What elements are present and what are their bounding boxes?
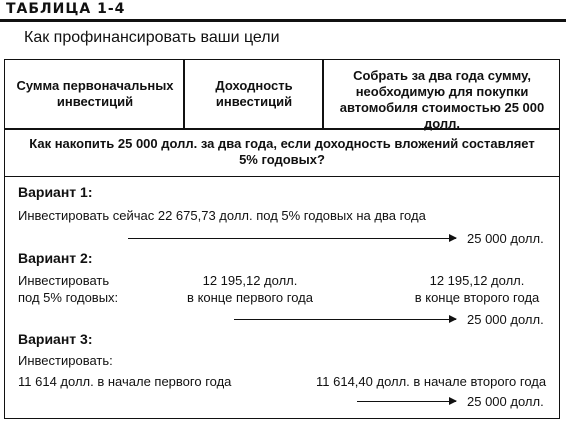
variant-2-when-1: в конце первого года	[187, 290, 313, 305]
question-row: Как накопить 25 000 долл. за два года, если доходность вложений составляет 5% годовых?	[29, 136, 535, 167]
top-rule	[0, 19, 566, 22]
variant-3-result: 25 000 долл.	[467, 394, 544, 409]
question-divider	[4, 176, 560, 177]
variant-3-arrow	[357, 401, 456, 402]
variant-3-item-1: 11 614 долл. в начале первого года	[18, 374, 232, 389]
header-initial-investment: Сумма первоначальных инвестиций	[16, 78, 174, 109]
variant-1-arrow	[128, 238, 456, 239]
column-divider-2	[322, 59, 324, 129]
table-caption: Как профинансировать ваши цели	[24, 29, 280, 46]
variant-2-label-line1: Инвестировать	[18, 273, 110, 288]
variant-2-title: Вариант 2:	[18, 250, 93, 266]
header-goal: Собрать за два года сумму, необходимую для покупки автомобиля стоимостью 25 000 долл.	[339, 68, 545, 131]
variant-2-result: 25 000 долл.	[467, 312, 544, 327]
variant-1-title: Вариант 1:	[18, 184, 93, 200]
variant-2-amount-2: 12 195,12 долл.	[429, 273, 525, 288]
column-divider-1	[183, 59, 185, 129]
header-return: Доходность инвестиций	[215, 78, 293, 109]
variant-2-when-2: в конце второго года	[414, 290, 540, 305]
variant-3-label: Инвестировать:	[18, 353, 113, 368]
variant-2-arrow	[234, 319, 456, 320]
variant-2-amount-1: 12 195,12 долл.	[202, 273, 298, 288]
variant-1-text: Инвестировать сейчас 22 675,73 долл. под 5% годовых на два года	[18, 208, 426, 223]
variant-3-item-2: 11 614,40 долл. в начале второго года	[316, 374, 547, 389]
variant-3-title: Вариант 3:	[18, 331, 93, 347]
variant-1-result: 25 000 долл.	[467, 231, 544, 246]
variant-2-label-line2: под 5% годовых:	[18, 290, 119, 305]
table-label: ТАБЛИЦА 1-4	[6, 1, 126, 17]
